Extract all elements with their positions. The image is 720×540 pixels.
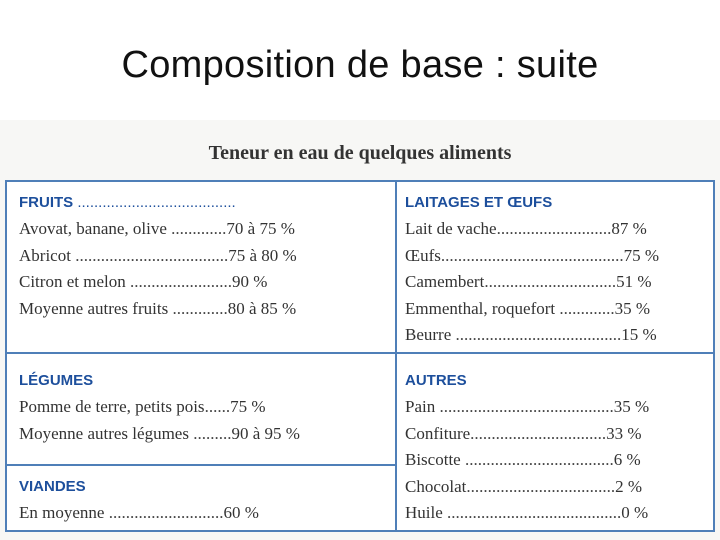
section-viandes [19, 474, 259, 527]
table-row: Confiture................................33 % [405, 423, 642, 443]
table-row: Moyenne autres fruits .............80 à 85 % [19, 298, 297, 318]
section-legumes [19, 368, 300, 447]
table-row: Moyenne autres légumes .........90 à 95 % [19, 423, 300, 443]
category-heading: LÉGUMES [19, 372, 94, 389]
table-row: Beurre .......................................15 % [405, 325, 657, 344]
table-row: Chocolat...................................2 % [405, 476, 643, 496]
slide-title: Composition de base : suite [121, 44, 599, 86]
category-heading: FRUITS ...................................... [19, 194, 236, 211]
table-row: Biscotte ...................................6 % [405, 450, 641, 469]
table-title [0, 142, 720, 165]
table-row: Pain .........................................35 % [405, 397, 650, 416]
category-heading: LAITAGES ET ŒUFS [405, 194, 553, 211]
row-divider-laitages [397, 352, 713, 354]
table-row: Citron et melon ........................90 % [19, 272, 268, 291]
section-autres [405, 368, 649, 527]
row-divider-legumes [7, 464, 395, 466]
section-laitages-oeufs [405, 190, 659, 349]
category-heading: VIANDES [19, 478, 86, 495]
section-fruits [19, 190, 297, 322]
row-divider-fruits [7, 352, 395, 354]
table-row: Huile .........................................0 % [405, 503, 649, 522]
table-title-text: Teneur en eau de quelques aliments [208, 142, 512, 164]
table-row: Abricot ....................................75 à 80 % [19, 245, 297, 265]
column-divider [395, 182, 397, 530]
table-row: Pomme de terre, petits pois......75 % [19, 397, 266, 416]
table-row: Œufs...........................................75 % [405, 245, 660, 265]
table-row: Camembert...............................51 % [405, 272, 652, 291]
category-heading: AUTRES [405, 372, 467, 389]
table-row: En moyenne ...........................60 % [19, 503, 259, 522]
water-content-table [5, 180, 715, 532]
table-row: Lait de vache...........................87 % [405, 219, 647, 238]
table-row: Avovat, banane, olive .............70 à 75 % [19, 219, 295, 238]
table-row: Emmenthal, roquefort .............35 % [405, 298, 651, 318]
